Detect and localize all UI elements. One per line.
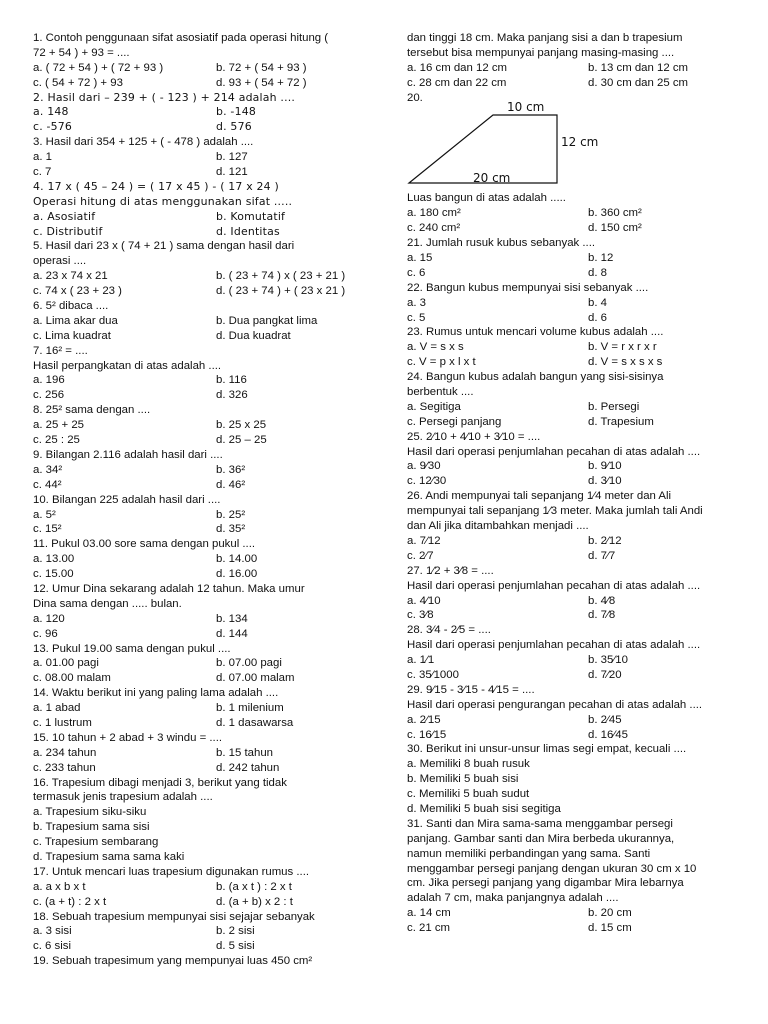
question-text: 27. 1⁄2 + 3⁄8 = .... — [407, 564, 494, 577]
option-text: b. (a x t ) : 2 x t — [216, 880, 292, 893]
question-text: 2. Hasil dari – 239 + ( - 123 ) + 214 adalah .... — [33, 90, 296, 104]
question-text: berbentuk .... — [407, 386, 474, 399]
option-text: d. 30 cm dan 25 cm — [588, 76, 689, 89]
question-text: 7. 16² = .... — [33, 344, 88, 357]
option-text: a. 14 cm — [407, 907, 451, 920]
option-row — [407, 355, 747, 370]
question-text: 14. Waktu berikut ini yang paling lama adalah .... — [33, 687, 279, 700]
question-text: 31. Santi dan Mira sama-sama menggambar persegi — [407, 817, 673, 830]
option-text: b. V = r x r x r — [588, 341, 657, 354]
option-text: a. 3 — [407, 296, 426, 309]
option-text: d. 93 + ( 54 + 72 ) — [216, 76, 307, 89]
option-row — [407, 921, 747, 936]
option-row — [407, 653, 747, 668]
question-text: adalah 7 cm, maka panjangnya adalah .... — [407, 892, 619, 905]
question-text: 24. Bangun kubus adalah bangun yang sisi-sisinya — [407, 371, 664, 384]
option-text: a. 234 tahun — [33, 746, 97, 759]
option-text: c. 6 — [407, 266, 426, 279]
option-row — [33, 76, 378, 91]
option-text: b. Persegi — [588, 400, 640, 413]
option-text: a. 16 cm dan 12 cm — [407, 61, 508, 74]
question-text: dan Ali jika ditambahkan menjadi .... — [407, 520, 589, 533]
option-row — [33, 105, 378, 120]
option-text: d. ( 23 + 74 ) + ( 23 x 21 ) — [216, 285, 346, 298]
option-text: c. 6 sisi — [33, 940, 71, 953]
question-text: a. Memiliki 8 buah rusuk — [407, 758, 530, 771]
option-row — [33, 627, 378, 642]
question-text: 13. Pukul 19.00 sama dengan pukul .... — [33, 642, 231, 655]
option-row — [33, 552, 378, 567]
option-text: b. 1 milenium — [216, 702, 284, 715]
option-text: c. 35⁄1000 — [407, 668, 459, 681]
question-text: 1. Contoh penggunaan sifat asosiatif pada operasi hitung ( — [33, 32, 329, 44]
option-text: c. 7 — [33, 166, 52, 179]
option-text: a. 23 x 74 x 21 — [33, 270, 108, 283]
option-row — [33, 120, 378, 135]
option-row — [33, 210, 378, 225]
question-text: 8. 25² sama dengan .... — [33, 404, 151, 417]
figure-bottom-label: 20 cm — [473, 171, 511, 186]
option-text: b. 360 cm² — [588, 207, 642, 220]
option-text: d. 46² — [216, 478, 246, 491]
option-row — [33, 939, 378, 954]
option-text: b. Dua pangkat lima — [216, 314, 318, 327]
option-text: d. 25 – 25 — [216, 434, 267, 447]
option-text: c. 08.00 malam — [33, 672, 111, 685]
question-text: 28. 3⁄4 - 2⁄5 = .... — [407, 624, 491, 637]
option-text: a. 1⁄1 — [407, 654, 435, 667]
option-row — [33, 656, 378, 671]
option-row — [407, 549, 747, 564]
question-text: 29. 9⁄15 - 3⁄15 - 4⁄15 = .... — [407, 683, 535, 696]
option-text: c. 74 x ( 23 + 23 ) — [33, 285, 122, 298]
option-text: d. 3⁄10 — [588, 475, 622, 488]
option-text: b. 72 + ( 54 + 93 ) — [216, 61, 307, 74]
option-text: a. 3 sisi — [33, 925, 72, 938]
option-text: c. (a + t) : 2 x t — [33, 895, 107, 908]
option-text: d. 144 — [216, 627, 248, 640]
option-text: d. 35² — [216, 523, 246, 536]
option-text: c. -576 — [33, 120, 73, 134]
option-row — [33, 880, 378, 895]
option-text: d. 242 tahun — [216, 761, 280, 774]
option-row — [33, 388, 378, 403]
option-text: d. 16⁄45 — [588, 728, 628, 741]
figure-top-label: 10 cm — [507, 100, 545, 115]
option-text: c. 21 cm — [407, 922, 451, 935]
option-row — [33, 418, 378, 433]
question-text: a. Trapesium siku-siku — [33, 806, 147, 819]
option-text: d. 16.00 — [216, 568, 258, 581]
option-row — [33, 329, 378, 344]
option-text: d. 150 cm² — [588, 222, 642, 235]
question-text: mempunyai tali sepanjang 1⁄3 meter. Maka jumlah tali Andi — [407, 505, 703, 518]
option-text: a. 4⁄10 — [407, 594, 441, 607]
option-row — [33, 478, 378, 493]
option-row — [33, 314, 378, 329]
option-text: a. 9⁄30 — [407, 460, 441, 473]
option-text: a. Lima akar dua — [33, 314, 118, 327]
question-text: tersebut bisa mempunyai panjang masing-masing .... — [407, 46, 675, 59]
option-text: b. ( 23 + 74 ) x ( 23 + 21 ) — [216, 270, 346, 283]
option-text: c. ( 54 + 72 ) + 93 — [33, 76, 123, 89]
question-text: 72 + 54 ) + 93 = .... — [33, 46, 130, 59]
option-text: a. 7⁄12 — [407, 534, 441, 547]
option-text: c. 2⁄7 — [407, 549, 434, 562]
option-text: b. 15 tahun — [216, 746, 274, 759]
option-text: d. 326 — [216, 389, 248, 402]
option-text: b. 9⁄10 — [588, 460, 622, 473]
option-text: a. 180 cm² — [407, 207, 461, 220]
option-text: a. 1 abad — [33, 702, 81, 715]
option-row — [407, 61, 747, 76]
option-row — [33, 612, 378, 627]
option-row — [407, 266, 747, 281]
question-text: b. Trapesium sama sisi — [33, 821, 150, 834]
question-text: 12. Umur Dina sekarang adalah 12 tahun. Maka umur — [33, 582, 305, 595]
option-text: a. 120 — [33, 612, 65, 625]
option-row — [33, 225, 378, 240]
option-text: c. 233 tahun — [33, 761, 96, 774]
question-text: 5. Hasil dari 23 x ( 74 + 21 ) sama dengan hasil dari — [33, 240, 295, 253]
question-text: Hasil dari operasi penjumlahan pecahan di atas adalah .... — [407, 579, 701, 592]
option-text: c. 5 — [407, 311, 426, 324]
option-row — [407, 251, 747, 266]
option-text: c. 16⁄15 — [407, 728, 447, 741]
question-text: 22. Bangun kubus mempunyai sisi sebanyak .... — [407, 281, 649, 294]
option-row — [407, 534, 747, 549]
question-text: Luas bangun di atas adalah ..... — [407, 192, 566, 205]
option-text: a. 196 — [33, 374, 65, 387]
question-text: c. Trapesium sembarang — [33, 836, 159, 849]
option-text: a. 34² — [33, 463, 63, 476]
option-text: c. 240 cm² — [407, 222, 461, 235]
option-row — [407, 415, 747, 430]
question-text: 3. Hasil dari 354 + 125 + ( - 478 ) adalah .... — [33, 136, 254, 149]
option-text: a. a x b x t — [33, 880, 86, 893]
option-row — [33, 924, 378, 939]
option-row — [33, 463, 378, 478]
option-text: b. 35⁄10 — [588, 654, 628, 667]
option-row — [407, 906, 747, 921]
question-text: 20. — [407, 91, 423, 104]
option-text: b. Komutatif — [216, 209, 286, 223]
question-text: Dina sama dengan ..... bulan. — [33, 597, 182, 610]
option-text: a. 5² — [33, 508, 56, 521]
question-text: d. Trapesium sama sama kaki — [33, 850, 185, 863]
option-text: d. 7⁄8 — [588, 609, 616, 622]
question-text: cm. Jika persegi panjang yang digambar Mira lebarnya — [407, 877, 684, 890]
option-text: b. 07.00 pagi — [216, 657, 282, 670]
option-text: d. 7⁄7 — [588, 549, 616, 562]
option-text: c. 96 — [33, 627, 58, 640]
option-row — [33, 165, 378, 180]
option-text: c. 44² — [33, 478, 62, 491]
option-text: c. 25 : 25 — [33, 434, 80, 447]
question-text: Hasil dari operasi penjumlahan pecahan di atas adalah .... — [407, 445, 701, 458]
option-row — [407, 668, 747, 683]
option-text: c. Persegi panjang — [407, 415, 502, 428]
option-text: d. 5 sisi — [216, 940, 255, 953]
question-text: termasuk jenis trapesium adalah .... — [33, 791, 213, 804]
question-text: panjang. Gambar santi dan Mira berbeda ukurannya, — [407, 832, 675, 845]
question-text: 21. Jumlah rusuk kubus sebanyak .... — [407, 237, 596, 250]
right-column-top — [407, 31, 747, 105]
question-text: Hasil perpangkatan di atas adalah .... — [33, 359, 222, 372]
option-text: c. 12⁄30 — [407, 475, 447, 488]
option-row — [33, 671, 378, 686]
option-text: c. 15.00 — [33, 568, 74, 581]
option-text: c. V = p x l x t — [407, 356, 476, 369]
option-row — [33, 746, 378, 761]
option-row — [33, 150, 378, 165]
option-text: a. ( 72 + 54 ) + ( 72 + 93 ) — [33, 61, 164, 74]
option-text: a. 01.00 pagi — [33, 657, 99, 670]
option-text: b. 4 — [588, 296, 607, 309]
option-row — [33, 716, 378, 731]
option-row — [33, 373, 378, 388]
option-text: a. 13.00 — [33, 553, 75, 566]
question-text: 18. Sebuah trapesium mempunyai sisi sejajar sebanyak — [33, 910, 315, 923]
option-row — [407, 400, 747, 415]
option-text: d. Identitas — [216, 224, 280, 238]
option-text: d. V = s x s x s — [588, 356, 663, 369]
option-text: b. 2⁄12 — [588, 534, 622, 547]
question-text: Hasil dari operasi penjumlahan pecahan di atas adalah .... — [407, 639, 701, 652]
option-text: d. 576 — [216, 120, 252, 134]
question-text: 11. Pukul 03.00 sore sama dengan pukul .... — [33, 538, 256, 551]
option-text: b. 13 cm dan 12 cm — [588, 61, 689, 74]
option-text: d. 1 dasawarsa — [216, 716, 294, 729]
option-text: b. 36² — [216, 463, 246, 476]
question-text: 10. Bilangan 225 adalah hasil dari .... — [33, 493, 221, 506]
question-text: 15. 10 tahun + 2 abad + 3 windu = .... — [33, 731, 223, 744]
option-text: a. V = s x s — [407, 341, 464, 354]
option-text: a. Segitiga — [407, 400, 461, 413]
question-text: 17. Untuk mencari luas trapesium digunakan rumus .... — [33, 865, 310, 878]
option-row — [33, 433, 378, 448]
question-text: 4. 17 x ( 45 – 24 ) = ( 17 x 45 ) - ( 17 x 24 ) — [33, 179, 279, 193]
question-text: dan tinggi 18 cm. Maka panjang sisi a dan b trapesium — [407, 32, 683, 44]
option-text: d. 7⁄20 — [588, 668, 622, 681]
option-row — [33, 761, 378, 776]
option-text: b. 12 — [588, 252, 614, 265]
figure-right-label: 12 cm — [561, 135, 599, 150]
question-text: 9. Bilangan 2.116 adalah hasil dari .... — [33, 448, 223, 461]
option-row — [33, 508, 378, 523]
option-text: d. 15 cm — [588, 922, 632, 935]
left-column — [33, 31, 378, 969]
option-text: a. 148 — [33, 105, 69, 119]
right-column-bottom — [407, 191, 747, 936]
right-column — [407, 31, 747, 936]
question-text: Operasi hitung di atas menggunakan sifat ..... — [33, 194, 293, 208]
question-text: 26. Andi mempunyai tali sepanjang 1⁄4 meter dan Ali — [407, 490, 672, 503]
option-text: c. Distributif — [33, 224, 103, 238]
option-text: d. Dua kuadrat — [216, 329, 291, 342]
option-row — [33, 522, 378, 537]
option-row — [407, 76, 747, 91]
option-row — [33, 61, 378, 76]
question-text: d. Memiliki 5 buah sisi segitiga — [407, 802, 561, 815]
option-text: b. 25² — [216, 508, 246, 521]
option-text: b. 116 — [216, 374, 247, 387]
option-text: c. Lima kuadrat — [33, 329, 111, 342]
option-text: a. 15 — [407, 252, 433, 265]
question-text: 16. Trapesium dibagi menjadi 3, berikut yang tidak — [33, 776, 287, 789]
question-text: 6. 5² dibaca .... — [33, 300, 109, 313]
question-text: 19. Sebuah trapesimum yang mempunyai luas 450 cm² — [33, 955, 313, 968]
option-row — [407, 728, 747, 743]
option-row — [407, 206, 747, 221]
trapezoid-figure — [407, 100, 747, 191]
option-row — [407, 221, 747, 236]
option-row — [407, 296, 747, 311]
option-text: a. Asosiatif — [33, 209, 96, 223]
option-text: b. 4⁄8 — [588, 594, 616, 607]
option-text: d. 07.00 malam — [216, 672, 295, 685]
option-text: b. 14.00 — [216, 553, 258, 566]
option-text: b. 25 x 25 — [216, 419, 267, 432]
option-text: c. 256 — [33, 389, 65, 402]
option-text: c. 28 cm dan 22 cm — [407, 76, 507, 89]
option-text: a. 1 — [33, 151, 52, 164]
option-text: d. (a + b) x 2 : t — [216, 895, 293, 908]
option-text: c. 3⁄8 — [407, 609, 434, 622]
option-text: b. -148 — [216, 105, 256, 119]
option-text: c. 15² — [33, 523, 62, 536]
option-text: d. 8 — [588, 266, 607, 279]
option-row — [33, 567, 378, 582]
question-text: b. Memiliki 5 buah sisi — [407, 773, 519, 786]
option-row — [407, 474, 747, 489]
option-text: b. 20 cm — [588, 907, 632, 920]
option-text: b. 2⁄45 — [588, 713, 622, 726]
option-row — [33, 269, 378, 284]
question-text: Hasil dari operasi pengurangan pecahan di atas adalah .... — [407, 698, 703, 711]
question-text: 23. Rumus untuk mencari volume kubus adalah .... — [407, 326, 664, 339]
option-row — [407, 594, 747, 609]
option-row — [407, 608, 747, 623]
option-text: b. 127 — [216, 151, 248, 164]
option-row — [33, 701, 378, 716]
option-text: b. 134 — [216, 612, 248, 625]
option-text: b. 2 sisi — [216, 925, 255, 938]
option-row — [33, 284, 378, 299]
option-text: d. Trapesium — [588, 415, 654, 428]
option-row — [407, 340, 747, 355]
option-text: c. 1 lustrum — [33, 716, 92, 729]
option-row — [407, 311, 747, 326]
question-text: c. Memiliki 5 buah sudut — [407, 788, 530, 801]
question-text: menggambar persegi panjang dengan ukuran 30 cm x 10 — [407, 862, 697, 875]
option-row — [407, 459, 747, 474]
option-text: a. 25 + 25 — [33, 419, 84, 432]
question-text: 25. 2⁄10 + 4⁄10 + 3⁄10 = .... — [407, 430, 541, 443]
option-row — [407, 713, 747, 728]
option-text: d. 121 — [216, 166, 248, 179]
option-text: d. 6 — [588, 311, 607, 324]
option-row — [33, 895, 378, 910]
option-text: a. 2⁄15 — [407, 713, 441, 726]
question-text: operasi .... — [33, 255, 87, 268]
question-text: namun memiliki perbandingan yang sama. Santi — [407, 847, 651, 860]
question-text: 30. Berikut ini unsur-unsur limas segi empat, kecuali .... — [407, 743, 687, 756]
